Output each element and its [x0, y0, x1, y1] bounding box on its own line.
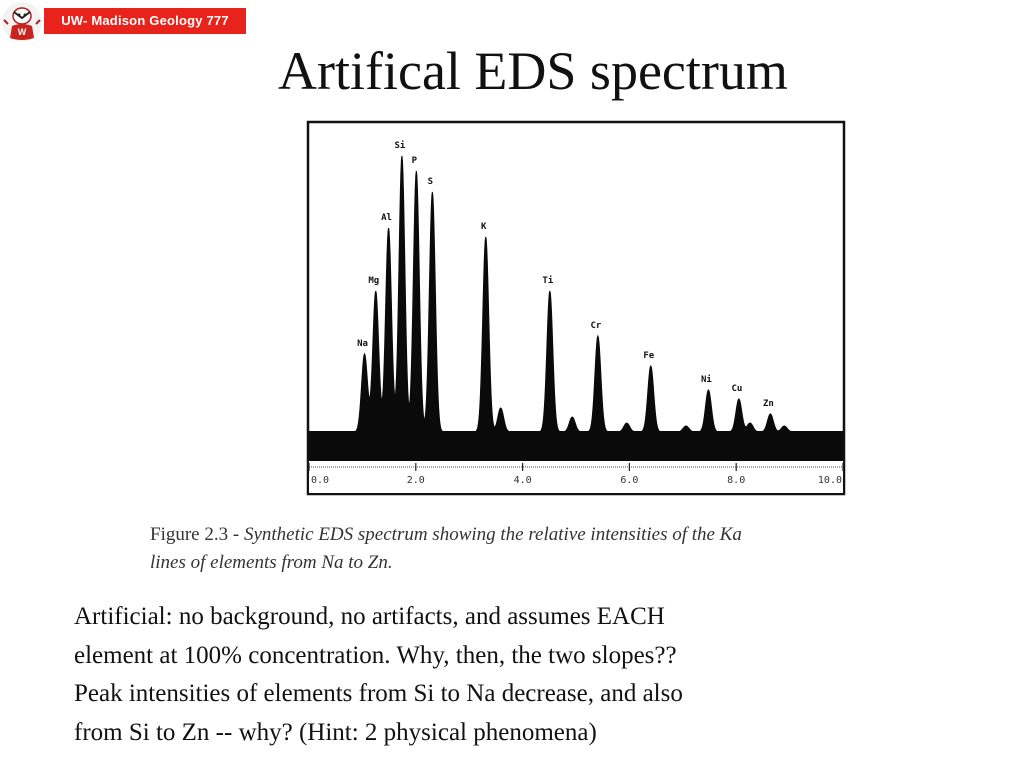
x-tick-label: 4.0 — [513, 475, 532, 486]
badger-mascot-icon — [0, 0, 44, 44]
svg-text:W: W — [17, 27, 27, 37]
body-line-2: element at 100% concentration. Why, then, the two slopes?? — [74, 641, 677, 669]
figure-caption — [150, 521, 890, 577]
x-axis-strip — [309, 461, 843, 493]
peak-label-na: Na — [357, 339, 368, 349]
peak-label-si: Si — [394, 141, 406, 151]
peak-label-p: P — [411, 156, 418, 166]
peak-label-s: S — [427, 177, 434, 187]
body-text — [74, 598, 974, 752]
x-tick-label: 6.0 — [620, 475, 639, 486]
peak-label-mg: Mg — [368, 276, 380, 286]
caption-lead: Figure 2.3 - — [150, 524, 244, 545]
course-badge: UW- Madison Geology 777 — [44, 8, 246, 34]
spectrum-line — [309, 156, 843, 434]
noise-band — [309, 431, 843, 461]
x-tick-label: 8.0 — [727, 475, 746, 486]
peak-label-ni: Ni — [701, 375, 712, 385]
x-tick-label: 2.0 — [406, 475, 425, 486]
x-tick-label: 10.0 — [817, 475, 842, 486]
slide-title: Artifical EDS spectrum — [278, 41, 788, 101]
body-line-4: from Si to Zn -- why? (Hint: 2 physical phenomena) — [74, 718, 597, 746]
caption-line-1: Synthetic EDS spectrum showing the relative intensities of the Ka — [243, 524, 742, 545]
body-line-1: Artificial: no background, no artifacts, and assumes EACH — [74, 603, 665, 630]
peak-label-cr: Cr — [590, 321, 602, 331]
peak-label-k: K — [481, 222, 487, 232]
peak-label-cu: Cu — [731, 384, 743, 394]
peak-label-ti: Ti — [542, 276, 554, 286]
eds-spectrum-chart — [300, 120, 856, 504]
peak-label-zn: Zn — [762, 399, 774, 409]
peak-label-fe: Fe — [643, 351, 655, 361]
body-line-3: Peak intensities of elements from Si to Na decrease, and also — [74, 680, 683, 707]
peak-label-al: Al — [381, 213, 392, 223]
caption-line-2: lines of elements from Na to Zn. — [150, 552, 393, 573]
x-tick-label: 0.0 — [311, 475, 330, 486]
